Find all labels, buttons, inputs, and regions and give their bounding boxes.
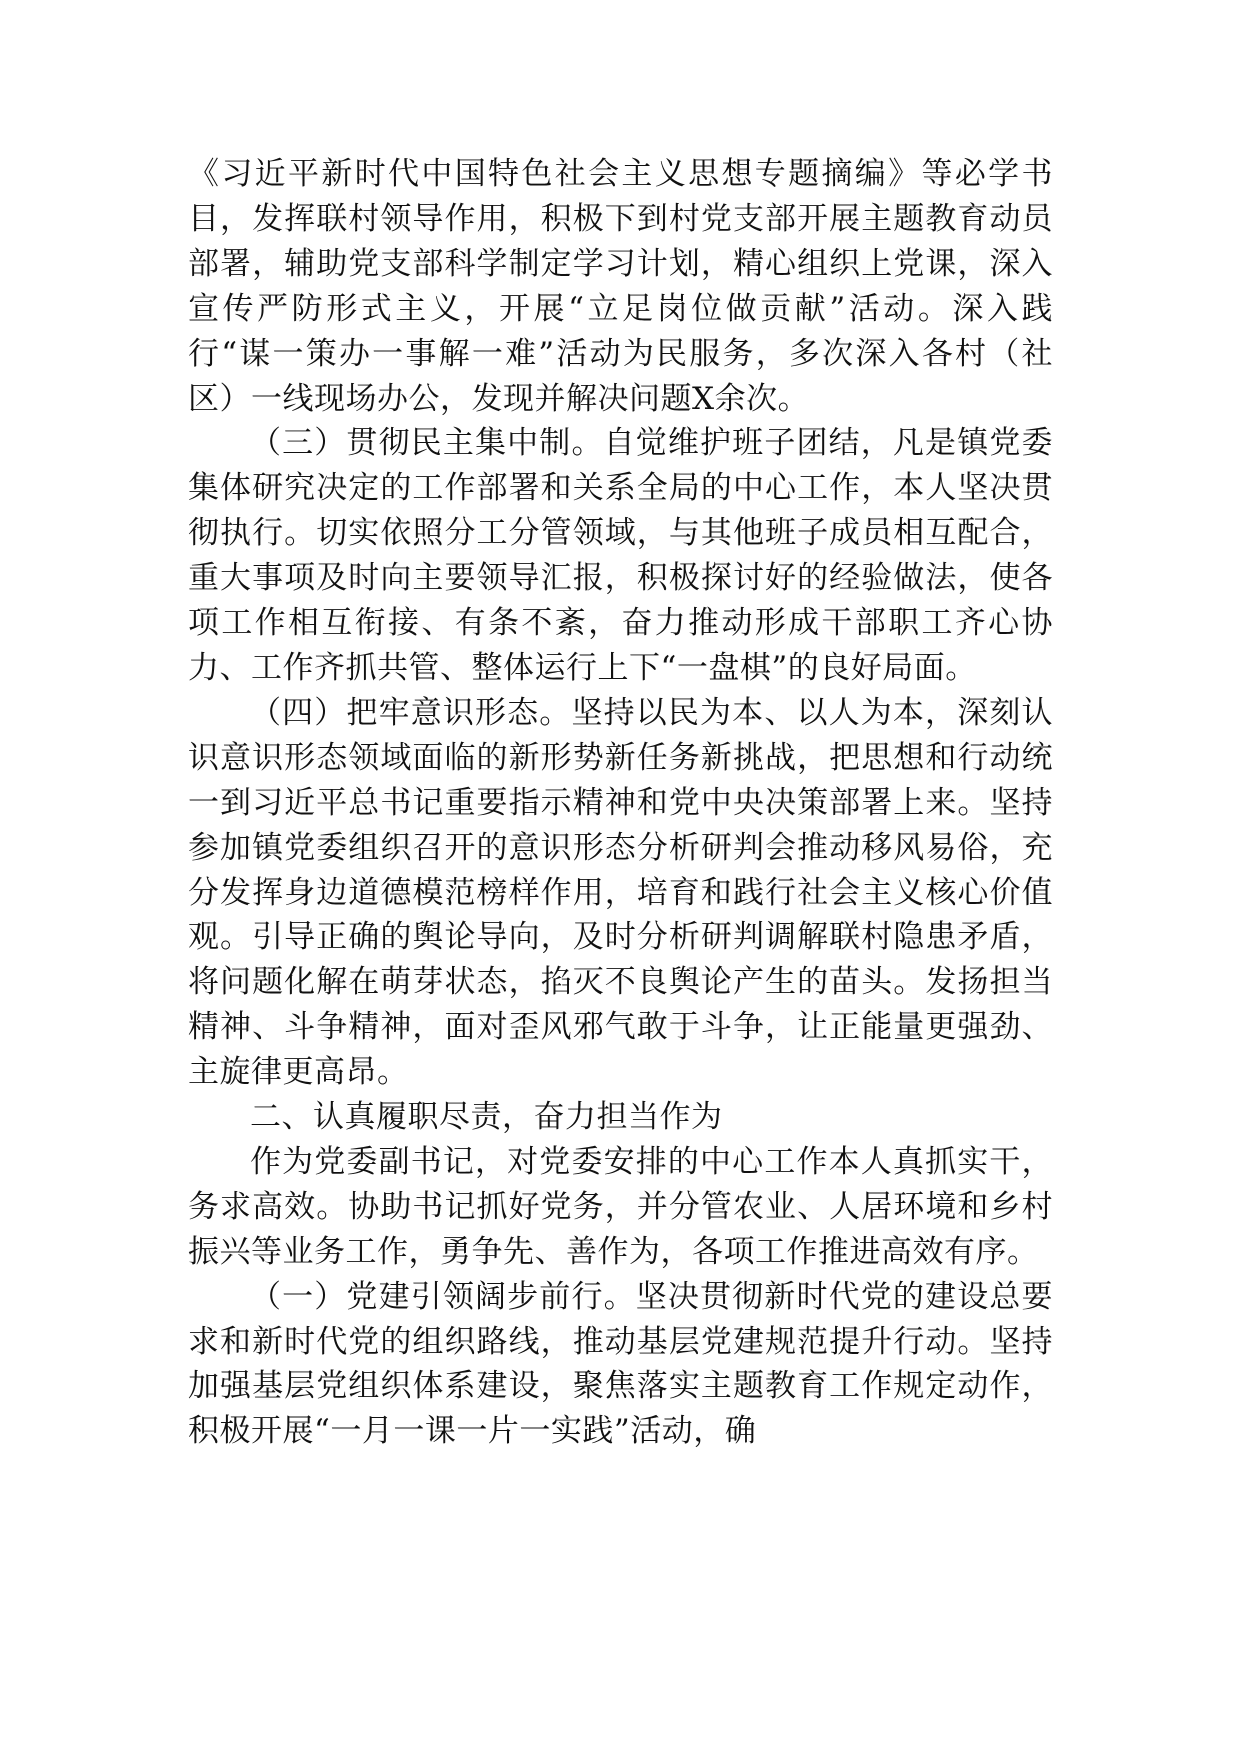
document-body (188, 152, 1053, 1454)
paragraph-ideology: （四）把牢意识形态。坚持以民为本、以人为本，深刻认识意识形态领域面临的新形势新任务新挑战，把思想和行动统一到习近平总书记重要指示精神和党中央决策部署上来。坚持参加镇党委组织召开的意识形态分析研判会推动移风易俗，充分发挥身边道德模范榜样作用，培育和践行社会主义核心价值观。引导正确的舆论导向，及时分析研判调解联村隐患矛盾，将问题化解在萌芽状态，掐灭不良舆论产生的苗头。发扬担当精神、斗争精神，面对歪风邪气敢于斗争，让正能量更强劲、主旋律更高昂。 (188, 694, 1053, 1091)
section-heading: 二、认真履职尽责，奋力担当作为 (250, 1099, 723, 1136)
paragraph-democratic-centralism: （三）贯彻民主集中制。自觉维护班子团结，凡是镇党委集体研究决定的工作部署和关系全局的中心工作，本人坚决贯彻执行。切实依照分工分管领域，与其他班子成员相互配合，重大事项及时向主要领导汇报，积极探讨好的经验做法，使各项工作相互衔接、有条不紊，奋力推动形成干部职工齐心协力、工作齐抓共管、整体运行上下“一盘棋”的良好局面。 (188, 425, 1053, 686)
paragraph-continuation: 《习近平新时代中国特色社会主义思想专题摘编》等必学书目，发挥联村领导作用，积极下到村党支部开展主题教育动员部署，辅助党支部科学制定学习计划，精心组织上党课，深入宣传严防形式主义，开展“立足岗位做贡献”活动。深入践行“谋一策办一事解一难”活动为民服务，多次深入各村（社区）一线现场办公，发现并解决问题X余次。 (188, 156, 1053, 417)
paragraph-party-building: （一）党建引领阔步前行。坚决贯彻新时代党的建设总要求和新时代党的组织路线，推动基层党建规范提升行动。坚持加强基层党组织体系建设，聚焦落实主题教育工作规定动作，积极开展“一月一课一片一实践”活动，确 (188, 1278, 1053, 1450)
paragraph-duties: 作为党委副书记，对党委安排的中心工作本人真抓实干，务求高效。协助书记抓好党务，并分管农业、人居环境和乡村振兴等业务工作，勇争先、善作为，各项工作推进高效有序。 (188, 1143, 1053, 1270)
